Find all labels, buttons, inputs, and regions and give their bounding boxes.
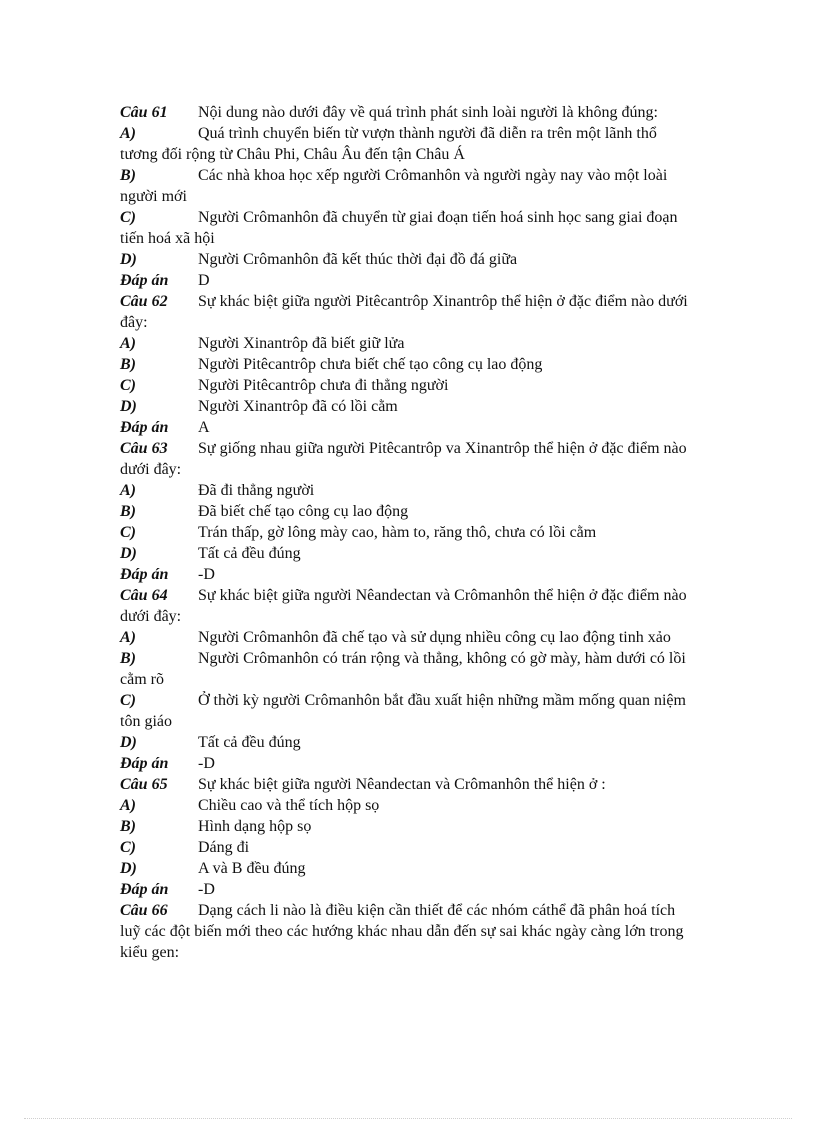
option-label: C) <box>120 692 136 709</box>
answer-label: Đáp án <box>120 419 169 436</box>
answer-value: -D <box>198 881 215 898</box>
option-d <box>120 543 696 564</box>
option-text: Người Pitêcantrôp chưa đi thẳng người <box>198 377 449 394</box>
option-b <box>120 816 696 837</box>
option-label: B) <box>120 167 136 184</box>
option-text: Hình dạng hộp sọ <box>198 818 312 835</box>
answer-row <box>120 879 696 900</box>
answer-label: Đáp án <box>120 566 169 583</box>
option-b <box>120 354 696 375</box>
option-a <box>120 480 696 501</box>
answer-value: D <box>198 272 210 289</box>
option-label: D) <box>120 251 137 268</box>
question-label: Câu 62 <box>120 293 168 310</box>
option-b <box>120 501 696 522</box>
option-c <box>120 837 696 858</box>
question-61 <box>120 102 696 291</box>
option-text: Người Crômanhôn có trán rộng và thẳng, không có gờ mày, hàm dưới có lồi cằm rõ <box>120 650 686 688</box>
question-stem <box>120 438 696 480</box>
question-text: Nội dung nào dưới đây về quá trình phát sinh loài người là không đúng: <box>198 104 658 121</box>
option-text: Dáng đi <box>198 839 250 856</box>
option-c <box>120 207 696 249</box>
question-label: Câu 66 <box>120 902 168 919</box>
option-text: Người Crômanhôn đã chuyển từ giai đoạn tiến hoá sinh học sang giai đoạn tiến hoá xã hội <box>120 209 678 247</box>
option-text: Người Crômanhôn đã chế tạo và sử dụng nhiều công cụ lao động tinh xảo <box>198 629 671 646</box>
option-text: Quá trình chuyển biến từ vượn thành người đã diễn ra trên một lãnh thổ tương đối rộng từ Châu Phi, Châu Âu đến tận Châu Á <box>120 125 657 163</box>
answer-label: Đáp án <box>120 755 169 772</box>
option-d <box>120 732 696 753</box>
answer-row <box>120 564 696 585</box>
document-page <box>120 102 696 963</box>
question-label: Câu 64 <box>120 587 168 604</box>
option-text: Đã đi thẳng người <box>198 482 315 499</box>
answer-value: A <box>198 419 210 436</box>
option-b <box>120 648 696 690</box>
question-66 <box>120 900 696 963</box>
page-bottom-divider <box>24 1118 792 1119</box>
question-63 <box>120 438 696 585</box>
question-64 <box>120 585 696 774</box>
option-d <box>120 249 696 270</box>
question-text: Dạng cách li nào là điều kiện cần thiết để các nhóm cáthể đã phân hoá tích luỹ các đột biến mới theo các hướng khác nhau dẫn đến sự sai khác ngày càng lớn trong kiểu gen: <box>120 902 684 961</box>
option-a <box>120 627 696 648</box>
option-label: C) <box>120 524 136 541</box>
question-stem <box>120 900 696 963</box>
question-65 <box>120 774 696 900</box>
option-label: B) <box>120 818 136 835</box>
question-text: Sự khác biệt giữa người Nêandectan và Crômanhôn thể hiện ở : <box>198 776 606 793</box>
answer-label: Đáp án <box>120 272 169 289</box>
answer-row <box>120 753 696 774</box>
option-d <box>120 396 696 417</box>
option-d <box>120 858 696 879</box>
option-label: A) <box>120 335 136 352</box>
question-text: Sự khác biệt giữa người Pitêcantrôp Xinantrôp thể hiện ở đặc điểm nào dưới đây: <box>120 293 688 331</box>
option-label: B) <box>120 356 136 373</box>
option-text: Tất cả đều đúng <box>198 545 301 562</box>
option-text: Các nhà khoa học xếp người Crômanhôn và người ngày nay vào một loài người mới <box>120 167 668 205</box>
answer-value: -D <box>198 755 215 772</box>
question-stem <box>120 291 696 333</box>
question-label: Câu 63 <box>120 440 168 457</box>
option-text: Tất cả đều đúng <box>198 734 301 751</box>
option-text: Ở thời kỳ người Crômanhôn bắt đầu xuất hiện những mầm mống quan niệm tôn giáo <box>120 692 686 730</box>
option-text: A và B đều đúng <box>198 860 306 877</box>
option-text: Người Crômanhôn đã kết thúc thời đại đồ đá giữa <box>198 251 518 268</box>
answer-row <box>120 417 696 438</box>
option-label: D) <box>120 860 137 877</box>
option-label: B) <box>120 650 136 667</box>
question-stem <box>120 585 696 627</box>
option-text: Trán thấp, gờ lông mày cao, hàm to, răng thô, chưa có lồi cằm <box>198 524 597 541</box>
option-text: Người Xinantrôp đã có lồi cằm <box>198 398 398 415</box>
option-c <box>120 690 696 732</box>
option-text: Chiều cao và thể tích hộp sọ <box>198 797 380 814</box>
question-text: Sự giống nhau giữa người Pitêcantrôp va Xinantrôp thể hiện ở đặc điểm nào dưới đây: <box>120 440 687 478</box>
question-62 <box>120 291 696 438</box>
question-stem <box>120 774 696 795</box>
answer-value: -D <box>198 566 215 583</box>
option-a <box>120 795 696 816</box>
option-b <box>120 165 696 207</box>
question-label: Câu 61 <box>120 104 168 121</box>
option-a <box>120 123 696 165</box>
answer-row <box>120 270 696 291</box>
question-label: Câu 65 <box>120 776 168 793</box>
option-label: D) <box>120 398 137 415</box>
option-label: C) <box>120 377 136 394</box>
option-label: D) <box>120 734 137 751</box>
option-text: Người Pitêcantrôp chưa biết chế tạo công cụ lao động <box>198 356 543 373</box>
option-c <box>120 522 696 543</box>
option-label: A) <box>120 797 136 814</box>
question-text: Sự khác biệt giữa người Nêandectan và Crômanhôn thể hiện ở đặc điểm nào dưới đây: <box>120 587 687 625</box>
option-text: Đã biết chế tạo công cụ lao động <box>198 503 409 520</box>
option-label: A) <box>120 482 136 499</box>
option-label: C) <box>120 839 136 856</box>
option-label: D) <box>120 545 137 562</box>
option-label: B) <box>120 503 136 520</box>
option-label: A) <box>120 629 136 646</box>
option-text: Người Xinantrôp đã biết giữ lửa <box>198 335 405 352</box>
answer-label: Đáp án <box>120 881 169 898</box>
option-label: C) <box>120 209 136 226</box>
option-label: A) <box>120 125 136 142</box>
option-a <box>120 333 696 354</box>
question-stem <box>120 102 696 123</box>
option-c <box>120 375 696 396</box>
